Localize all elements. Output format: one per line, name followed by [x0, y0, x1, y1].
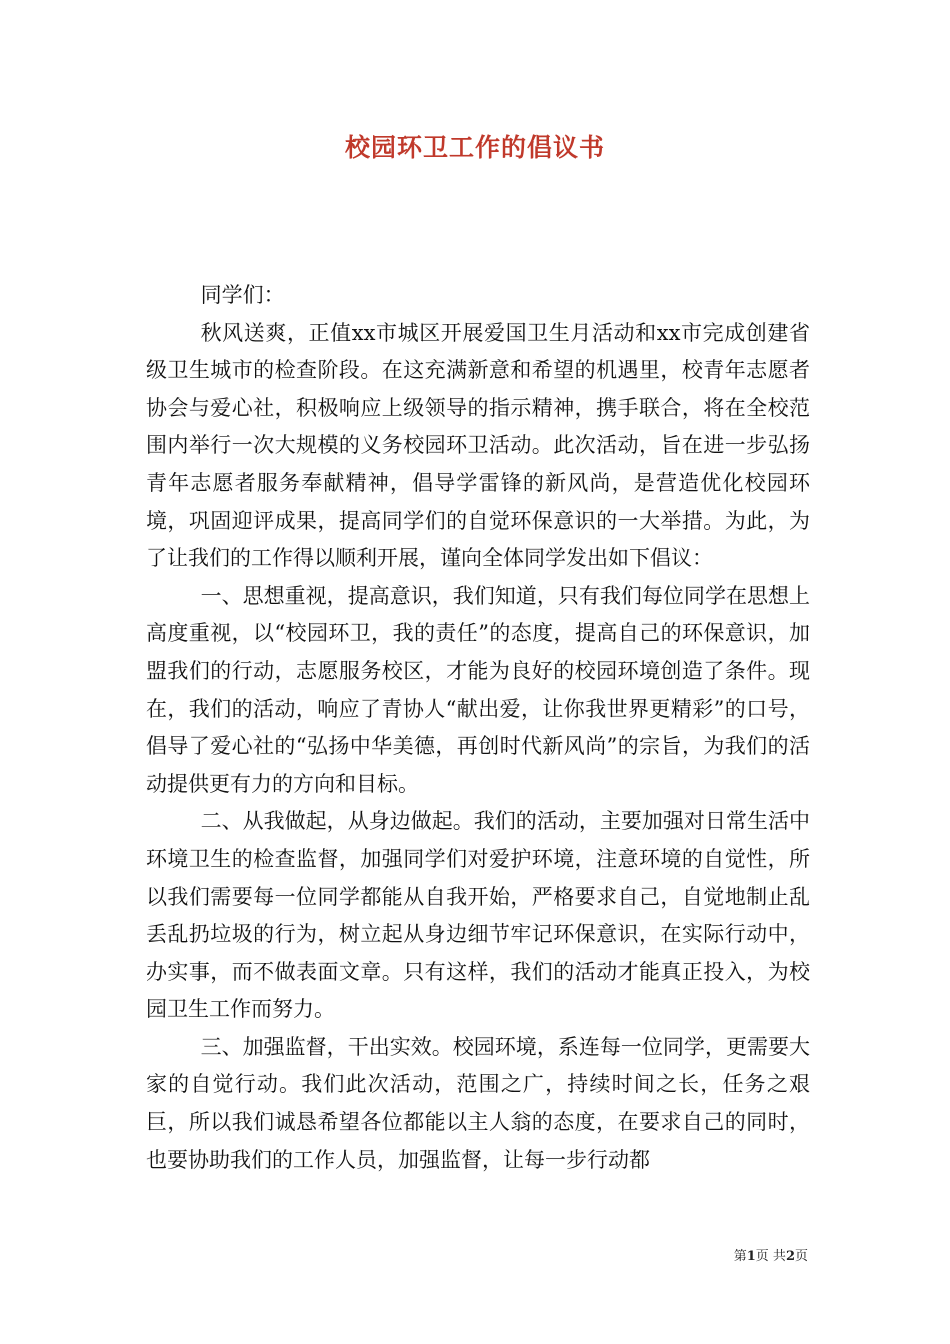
- document-title: 校园环卫工作的倡议书: [344, 133, 605, 162]
- paragraph-point-3: 三、加强监督，干出实效。校园环境，系连每一位同学，更需要大家的自觉行动。我们此次活动，范围之广，持续时间之长，任务之艰巨，所以我们诚恳希望各位都能以主人翁的态度，在要求自己的同时，也要协助我们的工作人员，加强监督，让每一步行动都: [146, 1034, 810, 1172]
- page-number-footer: [734, 1245, 808, 1264]
- salutation: 同学们：: [200, 283, 285, 307]
- paragraph-point-1: 一、思想重视，提高意识，我们知道，只有我们每位同学在思想上高度重视，以“校园环卫，我的责任”的态度，提高自己的环保意识，加盟我们的行动，志愿服务校区，才能为良好的校园环境创造了条件。现在，我们的活动，响应了青协人“献出爱，让你我世界更精彩”的口号，倡导了爱心社的“弘扬中华美德，再创时代新风尚”的宗旨，为我们的活动提供更有力的方向和目标。: [146, 583, 810, 796]
- current-page-number: 1: [746, 1249, 756, 1264]
- footer-suffix: 页: [794, 1249, 808, 1264]
- document-body: [146, 277, 810, 1179]
- footer-middle: 页 共: [755, 1249, 786, 1264]
- paragraph-intro: 秋风送爽，正值xx市城区开展爱国卫生月活动和xx市完成创建省级卫生城市的检查阶段。在这充满新意和希望的机遇里，校青年志愿者协会与爱心社，积极响应上级领导的指示精神，携手联合，将在全校范围内举行一次大规模的义务校园环卫活动。此次活动，旨在进一步弘扬青年志愿者服务奉献精神，倡导学雷锋的新风尚，是营造优化校园环境，巩固迎评成果，提高同学们的自觉环保意识的一大举措。为此，为了让我们的工作得以顺利开展，谨向全体同学发出如下倡议：: [146, 320, 810, 571]
- footer-prefix: 第: [733, 1249, 747, 1264]
- total-page-number: 2: [785, 1249, 795, 1264]
- paragraph-point-2: 二、从我做起，从身边做起。我们的活动，主要加强对日常生活中环境卫生的检查监督，加强同学们对爱护环境，注意环境的自觉性，所以我们需要每一位同学都能从自我开始，严格要求自己，自觉地制止乱丢乱扔垃圾的行为，树立起从身边细节牢记环保意识，在实际行动中，办实事，而不做表面文章。只有这样，我们的活动才能真正投入，为校园卫生工作而努力。: [146, 809, 810, 1022]
